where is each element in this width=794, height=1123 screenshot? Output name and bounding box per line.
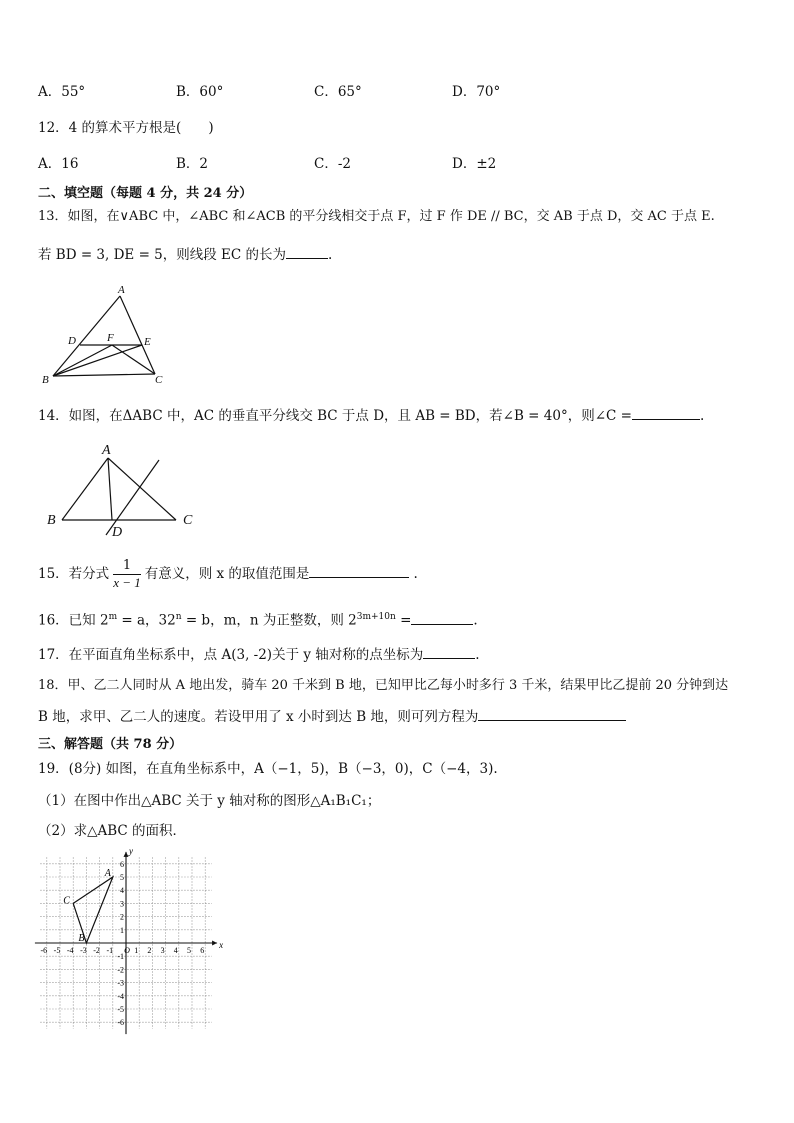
q13-label-b: B [42,374,49,386]
x-tick-label: 5 [187,946,191,955]
q14-side-ab [62,458,108,520]
q11-option-b: B．60° [176,84,224,100]
q13-stem-line2 [38,245,332,264]
x-tick-label: -2 [93,946,100,955]
q12-option-d: D．±2 [452,156,497,172]
y-tick-label: -1 [117,952,124,962]
q16-part1: 16．已知 2 [38,612,109,629]
y-tick-label: 4 [120,886,124,896]
x-axis-arrow [212,941,217,946]
q12-option-c: C．-2 [314,156,351,172]
section-title-answers: 三、解答题（共 78 分） [38,737,183,752]
q13-label-d: D [68,335,76,347]
x-tick-label: -5 [53,946,61,955]
y-tick-label: 1 [120,925,124,935]
q15-fraction [113,558,141,591]
q14-segment-ad [108,458,112,520]
q13-label-a: A [118,284,125,296]
q14-stem [38,406,704,425]
q13-side-bc [53,374,155,376]
y-tick-label: 6 [120,859,124,869]
x-tick-label: O [124,946,130,955]
q12-stem: 12．4 的算术平方根是( ) [38,120,214,136]
x-tick-label: 4 [173,946,178,955]
q11-option-d: D．70° [452,84,501,100]
q13-label-e: E [144,336,151,348]
q18-stem-line2 [38,707,626,726]
q19-part1: （1）在图中作出△ABC 关于 y 轴对称的图形△A₁B₁C₁； [38,793,381,809]
q17-answer-blank[interactable] [423,645,475,659]
y-tick-label: -4 [117,991,124,1001]
q16-end: . [473,612,478,629]
x-tick-label: 6 [200,946,205,955]
q15-frac-den: x − 1 [113,575,141,590]
q14-label-a: A [102,443,111,458]
q19-part2: （2）求△ABC 的面积． [38,823,187,839]
q15-prefix: 15．若分式 [38,566,110,582]
q13-label-c: C [155,374,163,386]
x-tick-label: 2 [147,946,152,955]
q16-stem [38,608,478,630]
x-tick-label: 3 [160,946,165,955]
q16-part2: = a，32 [117,612,176,629]
q15-suffix: 有意义，则 x 的取值范围是 [144,566,310,582]
q12-option-a: A．16 [38,156,79,172]
q16-sup1: m [108,612,118,622]
q18-line2-text: B 地，求甲、乙二人的速度。若设甲用了 x 小时到达 B 地，则可列方程为 [38,709,479,725]
x-tick-label: -1 [106,946,114,955]
q17-stem [38,645,480,664]
q13-label-f: F [107,332,114,344]
q14-label-d: D [112,525,123,540]
x-tick-label: -4 [66,946,74,955]
y-tick-label: -2 [117,965,124,975]
q14-stem-end: . [699,408,705,424]
y-axis-arrow [124,852,129,857]
q17-text: 17．在平面直角坐标系中，点 A(3, -2)关于 y 轴对称的点坐标为 [38,647,424,663]
q13-stem-line1: 13．如图，在∨ABC 中，∠ABC 和∠ACB 的平分线相交于点 F，过 F 作 DE // BC，交 AB 于点 D，交 AC 于点 E. [38,209,715,224]
q16-answer-blank[interactable] [411,611,473,625]
q19-stem: 19．(8分) 如图，在直角坐标系中，A（−1，5)，B（−3，0)，C（−4，3). [38,761,498,777]
q11-option-a: A．55° [38,84,86,100]
y-tick-label: -3 [117,978,124,988]
x-tick-label: 1 [134,946,139,955]
x-tick-label: -3 [80,946,87,955]
q16-part3: = b，m，n 为正整数，则 2 [181,612,357,629]
q13-answer-blank[interactable] [286,245,328,259]
q16-sup3: 3m+10n [356,612,396,622]
q16-part4: = [395,612,412,629]
q14-label-b: B [47,513,56,528]
q17-end: . [475,647,480,663]
y-tick-label: -5 [117,1005,124,1014]
q13-segment-bf [53,345,112,376]
y-tick-label: 3 [120,899,124,909]
q15-answer-blank[interactable] [309,564,409,578]
q18-stem-line1: 18．甲、乙二人同时从 A 地出发，骑车 20 千米到 B 地，已知甲比乙每小时多行 3 千米，结果甲比乙提前 20 分钟到达 [38,678,729,693]
q14-figure [44,440,204,540]
q14-answer-blank[interactable] [632,406,700,420]
q13-figure [40,282,170,387]
q18-answer-blank[interactable] [478,707,626,721]
point-label-c: C [63,895,70,907]
q12-option-b: B．2 [176,156,209,172]
q14-side-ac [108,458,176,520]
q14-stem-text: 14．如图，在ΔABC 中，AC 的垂直平分线交 BC 于点 D，且 AB = BD，若∠B = 40°，则∠C = [38,408,632,424]
q13-line2-text: 若 BD = 3, DE = 5，则线段 EC 的长为 [38,247,287,263]
q19-coordinate-grid [36,845,226,1031]
q15-end: . [413,566,418,582]
section-title-fill-in: 二、填空题（每题 4 分，共 24 分） [38,186,253,201]
y-axis-label: y [129,845,133,856]
y-tick-label: 2 [120,912,124,922]
q14-label-c: C [183,513,193,528]
point-label-a: A [104,868,111,879]
q13-line2-end: . [328,247,333,263]
y-tick-label: -6 [117,1018,124,1028]
q15-stem [38,554,418,594]
q11-option-c: C．65° [314,84,362,100]
x-tick-label: -6 [40,946,48,955]
y-tick-label: 5 [120,873,124,882]
point-label-b: B [78,933,85,944]
x-axis-label: x [219,940,224,950]
q16-sup2: n [175,612,182,622]
q15-frac-num: 1 [113,558,141,575]
